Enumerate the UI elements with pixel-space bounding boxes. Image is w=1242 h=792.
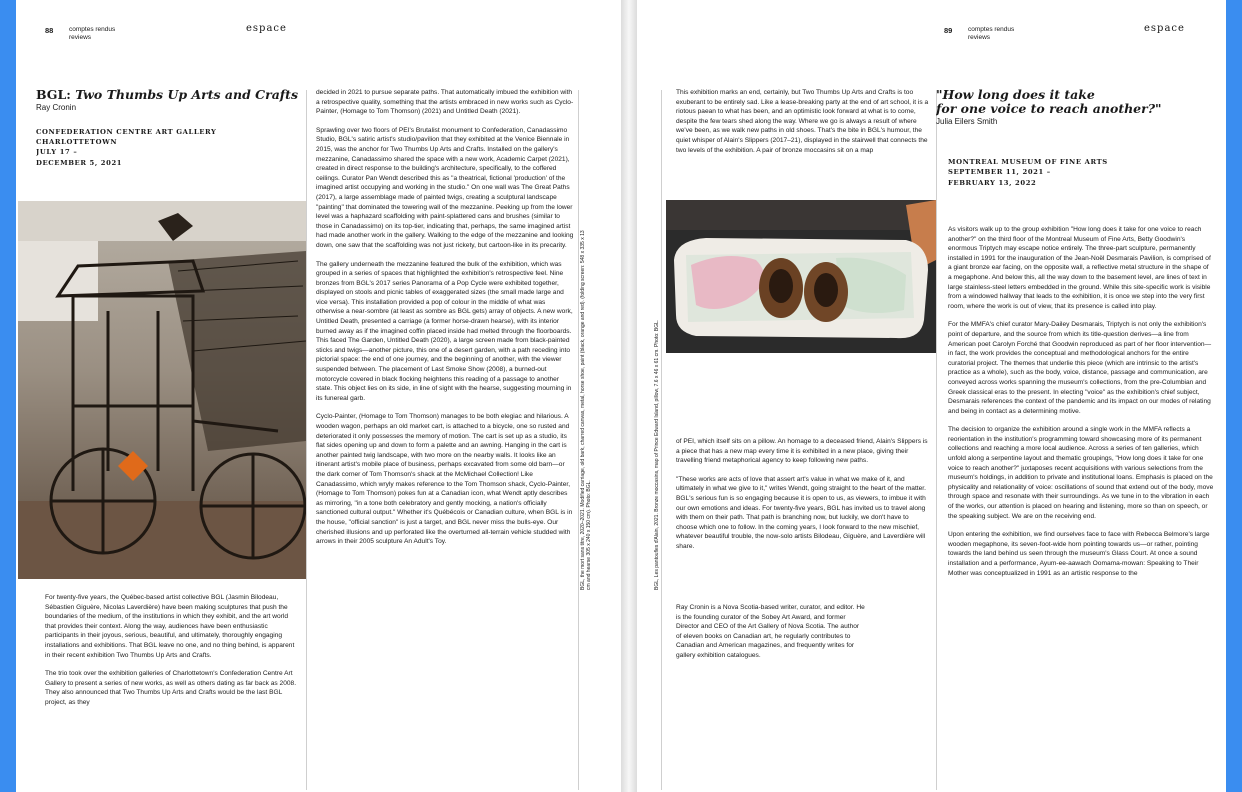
hearse-photo [18,201,306,579]
venue-block: MONTREAL MUSEUM OF FINE ARTS SEPTEMBER 11, 2021 – FEBRUARY 13, 2022 [948,158,1108,187]
right-column-2-body [948,225,1214,788]
section-french: comptes rendus [968,26,1015,33]
left-section-label [69,26,115,42]
paragraph: For the MMFA's chief curator Mary-Dailey Desmarais, Triptych is not only the exhibition's point of departure, and the source from which its title-question derives—a line from American poet Carolyn Forché that Goodwin reproduced as part of her floor intervention—in fact, the work provides the conceptual and methodological anchors for the entire curatorial project. The themes that underlie this piece (which are intrinsic to the artist's practice as a whole), such as the body, voice, distance, passage and communication, are conveyed across works spanning the museum's collections, from the pre-Columbian and Greek classical eras to the present. In electing "voice" as the exhibition's chief subject, Desmarais references the context of the pandemic and its impact on our modes of relating and being in contact as a determining motive. [948,321,1212,415]
section-english: reviews [69,34,92,41]
section-english: reviews [968,34,991,41]
left-page-number: 88 [45,26,54,35]
paragraph: "These works are acts of love that assert art's value in what we make of it, and ultimately in what we give to it," writes Wendt, going straight to the heart of the matter. BGL's serious fun is so engaging because it is open to us, as viewers, to imbue it with our own emotions and ideas. For twenty-five years, BGL has invited us to travel along with them on their path. That path is branching now, but luckily, we don't have to choose which one to follow. In the coming years, I look forward to the new mischief, whatever beautiful trouble, the now-solo artists Bilodeau, Giguère, and Laverdière will share. [676,475,926,550]
left-article-header [36,88,298,188]
article-title: BGL: Two Thumbs Up Arts and Crafts [36,88,298,102]
left-column-1-body [45,593,300,788]
column-rule [936,90,937,790]
paragraph: This exhibition marks an end, certainly, but Two Thumbs Up Arts and Crafts is too exuberant to be entirely sad. Like a lease-breaking party at the end of art school, it is a riotous paean to what has been, and an optimistic look forward at what is to come, despite the few tears shed along the way. Where we go is always a result of where we've been, as we walk new paths in old shoes. That's the bite in BGL's humour, the quiet whisper of Alain's Slippers (2017–21), displayed in the stairwell that connects the two levels of the exhibition. A pair of bronze moccasins sit on a map [676,89,929,154]
right-magazine-logo: espace [1144,23,1185,34]
paragraph: Sprawling over two floors of PEI's Brutalist monument to Confederation, Canadassimo Studio, BGL's satiric artist's studio/pavilion that they exhibited at the Venice Biennale in 2015, was the anchor for Two Thumbs Up Arts and Crafts. Installed on the gallery's mezzanine, Canadassimo shared the space with a new work, Academic Carpet (2021), created in direct response to the building's architecture, specifically, to the coffered ceilings. Curator Pan Wendt described this as "a theatrical, fictional 'production' of the imagined artist occupying and working in the studio." On one wall was The Great Paths (2017), a large assemblage made of painted twigs, creating a sculptural landscape "painting" that dominated the towering wall of the mezzanine. Peeking up from the lower level was a haphazard scaffolding with paint-splattered cans and brushes (similar to those in Canadassimo) on its top-tier, indicating that, perhaps, the same imagined artist had made another work in the gallery. Walking to the edge of the mezzanine and looking down, one saw that the scaffolding was not just rickety, but cartoon-like in its precarity. [316,126,574,249]
article-author: Julia Eilers Smith [936,117,998,126]
left-magazine-logo: espace [246,23,287,34]
right-column-1-top [676,88,931,188]
paragraph: As visitors walk up to the group exhibition "How long does it take for one voice to reach another?" on the third floor of the Montreal Museum of Fine Arts, Betty Goodwin's enormous Triptych may escape notice entirely. The three-part sculpture, permanently installed in 1991 for the inauguration of the Jean-Noël Desmarais Pavilion, is comprised of a giant bronze ear facing, on the opposite wall, a reflective metal structure in the shape of a megaphone. And below this, all the way down to the basement level, are lines of text in large stainless-steel letters embedded in the ground. While this site-specific work is visible from a windowed hallway that leads to the exhibition, it is once we step into the very first room, where the work is out of view, that its presence is called into play. [948,226,1211,310]
paragraph: Cyclo-Painter, (Homage to Tom Thomson) manages to be both elegiac and hilarious. A wooden wagon, perhaps an old market cart, is attached to a bicycle, one so rusted and deteriorated it only possesses the memory of motion. The cart is set up as a studio, its flat sides opening up and down to form a palette and an awning. Hanging in the cart is another painted twig landscape, with two more on the nearby walls. It looks like an itinerant artist's mobile place of business, perhaps excavated from some old barn—or the dark corner of Tom Thomson's shack at the McMichael Collection! Like Canadassimo, which wryly makes reference to the Tom Thomson shack, Cyclo-Painter, (Homage to Tom Thomson) pokes fun at a Canadian icon, what Wendt aptly describes as mirroring, "in a tone both celebratory and gently mocking, a nation's officially sanctioned cultural output." Whether it's Québécois or Canadian culture, when BGL is in the house, "official sanction" is just a target, and BGL never miss the bulls-eye. Our cherished illusions and up perforated like the overturned all-terrain vehicle studded with arrows in their 2005 sculpture An Adult's Toy. [316,413,573,546]
article-title: "How long does it take for one voice to reach another?" [936,88,1162,116]
paragraph: The gallery underneath the mezzanine featured the bulk of the exhibition, which was grouped in a series of spaces that highlighted the exhibition's retrospective feel. Nine bronzes from BGL's 2017 series Panorama of a Pop Cycle were exhibited together, displayed on stools and picnic tables of exaggerated sizes (the small made large and vice versa). This installation provided a pop of colour in the middle of what was otherwise a near-sombre (at least as sombre as BGL gets) array of objects. A new work, Untitled Death, presented a carriage (a former horse-drawn hearse), with its interior burned away as if the imagined coffin placed inside had melted through the floorboards. This faced The Garden, Untitled Death (2020), a large screen made from black-painted sticks and twigs—another picture, this one of a desert garden, with a path receding into pictorial space: the end of one journey, and the beginning of another, with the viewer suspended between. The placement of Last Smoke Show (2008), a burned-out motorcycle covered in black flocking heightens this reading of a passage to another state. This object lies on its side, in line of sight with the hearse, suggesting mourning in its funereal garb. [316,260,573,402]
paragraph: of PEI, which itself sits on a pillow. An homage to a deceased friend, Alain's Slippers is a piece that has a new map every time it is exhibited in a new place, giving their travelling friend metaphorical agency to keep following new paths. [676,438,928,465]
slippers-photo [666,200,936,353]
right-page-number: 89 [944,26,953,35]
author-bio: Ray Cronin is a Nova Scotia-based writer, curator, and editor. He is the founding curator of the Sobey Art Award, and former Director and CEO of the Art Gallery of Nova Scotia. The author of eleven books on Canadian art, he regularly contributes to Canadian and American magazines, and frequently writes for gallery exhibition catalogues. [676,604,865,659]
article-author: Ray Cronin [36,103,77,112]
right-section-label [968,26,1014,42]
right-column-1-body [676,437,931,587]
column-rule [306,90,307,790]
section-french: comptes rendus [69,26,116,33]
paragraph: For twenty-five years, the Québec-based artist collective BGL (Jasmin Bilodeau, Sébastien Giguère, Nicolas Laverdière) have been making sculptures that push the boundaries of the medium, of the institutions in which they exhibit, and the art world that provides their context. Along the way, audiences have been enthusiastic participants in their joyous, serious, beautiful, and ultimately, thoroughly engaging installations and exhibitions. That BGL leave no one, and no thing behind, is apparent in their recent exhibition Two Thumbs Up Arts and Crafts. [45,594,295,659]
hearse-photo-caption: BGL, the mort sans titre, 2020–2021. Modified carriage, old bark, charred canvas, metal, horse shoe, paint (black, orange and red). (folding screen: 548 x 335 x 13 cm and hearse 305 x 240 x 150 cm). Photo: BGL. [580,230,593,590]
left-column-2-body [316,88,574,788]
venue-block: CONFEDERATION CENTRE ART GALLERY CHARLOTTETOWN JULY 17 – DECEMBER 5, 2021 [36,127,217,167]
paragraph: The decision to organize the exhibition around a single work in the MMFA reflects a reorientation in the institution's programming toward showcasing more of its permanent collections and reaching a more local audience. Across a series of ten galleries, which unfold along a serpentine layout and thematic groupings, "How long does it take for one voice to reach another?" juxtaposes recent acquisitions with various selections from the museum's holdings, in addition to private and institutional loans. Emphasis is placed on the physicality and relationality of voice: oscillations of sound that extend out of the body, move through space and resonate with their surroundings. As we tune in to the vibration in each of the works, our attention is placed on hearing and listening, more so than on speech, or the speaking subject. We are on the receiving end. [948,426,1214,520]
column-rule [578,90,579,790]
slippers-photo-caption: BGL, Les pantoufles d'Alain, 2021. Bronze moccasins, map of Prince Edward Island, pillow, 7.6 x 46 x 61 cm. Photo: BGL. [654,319,660,590]
paragraph: decided in 2021 to pursue separate paths. That automatically imbued the exhibition with a retrospective quality, something that the artists embraced in new works such as Cyclo-Painter, (Homage to Tom Thomson) (2021) and Untitled Death (2021). [316,89,574,116]
page-spine [621,0,637,792]
magazine-spread [16,0,1226,792]
paragraph: The trio took over the exhibition galleries of Charlottetown's Confederation Centre Art Gallery to present a series of new works, as well as others dating as far back as 2008. They also announced that Two Thumbs Up Arts and Crafts would be the last BGL project, as they [45,670,297,706]
paragraph: Upon entering the exhibition, we find ourselves face to face with Rebecca Belmore's large wooden megaphone, its seven-foot-wide horn pointing towards us—or rather, pointing towards the land behind us seen through the museum's Glass Court. At once a sound installation and a performance, Ayum-ee-aawach Oomama-mowan: Speaking to Their Mother was conceptualized in 1991 as an artistic response to the [948,531,1210,577]
